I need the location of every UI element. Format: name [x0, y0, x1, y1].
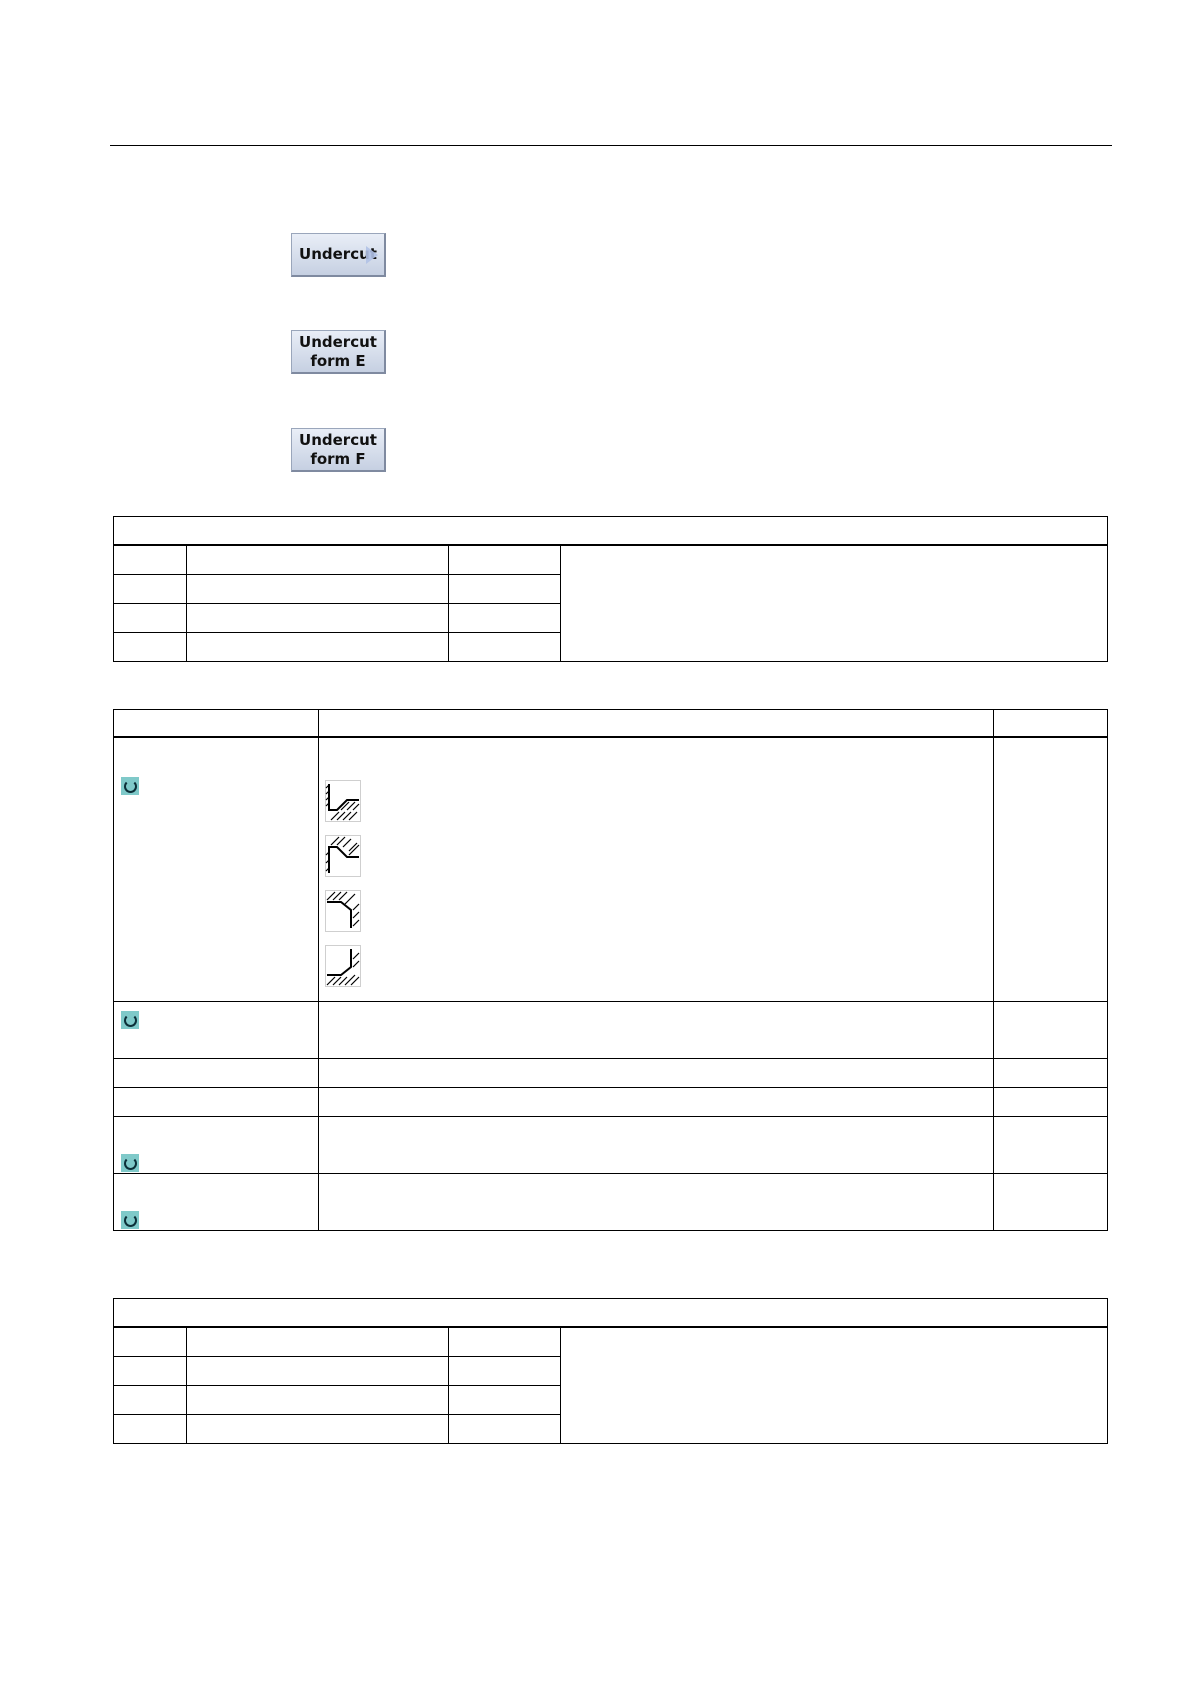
table-2-header-rule — [113, 736, 1108, 738]
table-1-col-line — [186, 545, 187, 662]
table-1-row-line — [113, 603, 560, 604]
table-3-row-line — [113, 1356, 560, 1357]
table-2-col-line — [993, 709, 994, 1231]
refresh-toggle-icon[interactable] — [121, 1011, 139, 1029]
table-2-row-line — [113, 1001, 1108, 1002]
undercut-form-e-softkey[interactable] — [291, 330, 386, 374]
header-rule — [110, 145, 1112, 146]
table-1-header-rule — [113, 544, 1108, 546]
position-4-icon — [325, 945, 361, 987]
table-3-col-line — [560, 1327, 561, 1444]
table-2-row-line — [113, 1087, 1108, 1088]
table-3-row-line — [113, 1385, 560, 1386]
parameter-table-2 — [113, 709, 1108, 1231]
table-2-row-line — [113, 1173, 1108, 1174]
table-3-col-line — [448, 1327, 449, 1444]
table-2-row-line — [113, 1116, 1108, 1117]
undercut-softkey-label: Undercut — [299, 245, 377, 263]
position-2-icon — [325, 835, 361, 877]
table-1-col-line — [448, 545, 449, 662]
arrow-right-icon — [366, 246, 378, 264]
table-3-row-line — [113, 1414, 560, 1415]
refresh-toggle-icon[interactable] — [121, 1211, 139, 1229]
undercut-form-e-label-line2: form E — [310, 351, 366, 370]
table-1-row-line — [113, 632, 560, 633]
parameter-table-3 — [113, 1298, 1108, 1444]
refresh-toggle-icon[interactable] — [121, 1154, 139, 1172]
table-3-header-rule — [113, 1326, 1108, 1328]
parameter-table-1 — [113, 516, 1108, 662]
undercut-form-f-label-line1: Undercut — [299, 430, 377, 449]
table-1-col-line — [560, 545, 561, 662]
position-3-icon — [325, 890, 361, 932]
table-3-col-line — [186, 1327, 187, 1444]
undercut-softkey[interactable] — [291, 233, 386, 277]
table-1-row-line — [113, 574, 560, 575]
undercut-form-f-label-line2: form F — [310, 449, 366, 468]
table-2-row-line — [113, 1058, 1108, 1059]
position-1-icon — [325, 780, 361, 822]
table-2-col-line — [318, 709, 319, 1231]
undercut-form-f-softkey[interactable] — [291, 428, 386, 472]
undercut-form-e-label-line1: Undercut — [299, 332, 377, 351]
refresh-toggle-icon[interactable] — [121, 777, 139, 795]
